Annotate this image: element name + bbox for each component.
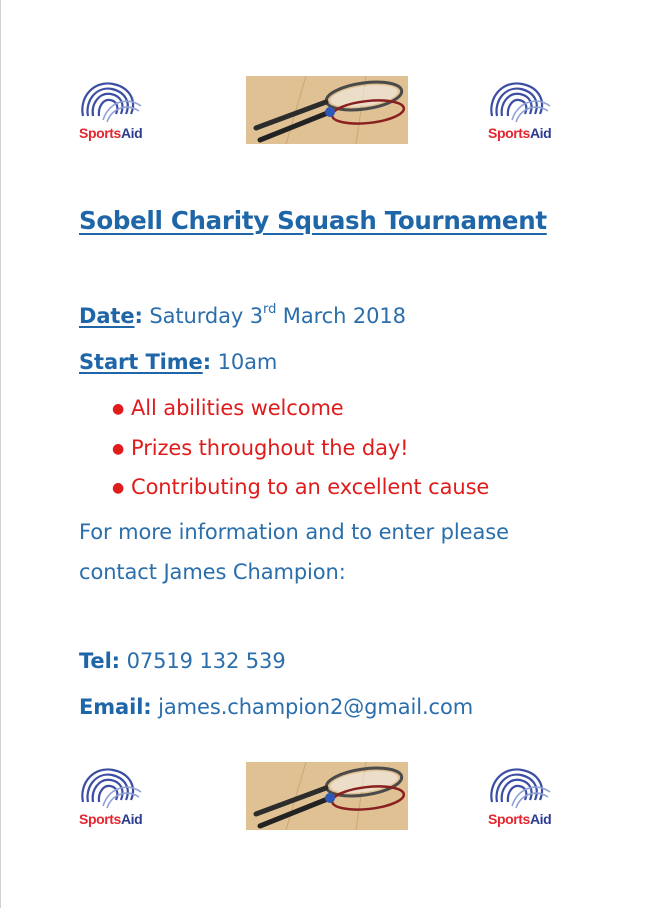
email-label: Email: — [79, 695, 152, 719]
sportsaid-swirl-icon — [488, 76, 558, 126]
sportsaid-swirl-icon — [488, 762, 558, 812]
sportsaid-wordmark: SportsAid — [79, 125, 143, 141]
date-label: Date — [79, 304, 135, 328]
tel-label: Tel: — [79, 649, 120, 673]
start-time-value: 10am — [217, 350, 278, 374]
event-title: Sobell Charity Squash Tournament — [79, 206, 547, 235]
email-value[interactable]: james.champion2@gmail.com — [158, 695, 474, 719]
info-text-line-1: For more information and to enter please — [79, 520, 509, 544]
sportsaid-logo — [79, 76, 163, 146]
sportsaid-logo — [488, 76, 572, 146]
sportsaid-wordmark: SportsAid — [79, 811, 143, 827]
bullet-icon: ● — [112, 401, 125, 417]
page-edge — [0, 0, 1, 908]
list-item: ● All abilities welcome — [112, 396, 344, 420]
date-value: Saturday 3rd March 2018 — [149, 302, 406, 328]
start-time-line: Start Time: 10am — [79, 350, 278, 374]
tel-line — [79, 649, 286, 673]
squash-rackets-image — [246, 76, 408, 144]
tel-value[interactable]: 07519 132 539 — [126, 649, 286, 673]
list-item: ● Contributing to an excellent cause — [112, 475, 490, 499]
squash-rackets-image — [246, 762, 408, 830]
sportsaid-logo — [79, 762, 163, 832]
sportsaid-logo — [488, 762, 572, 832]
date-line: Date: Saturday 3rd March 2018 — [79, 302, 406, 328]
list-item: ● Prizes throughout the day! — [112, 435, 409, 460]
sportsaid-swirl-icon — [79, 762, 149, 812]
bullet-icon: ● — [112, 480, 125, 496]
email-line — [79, 695, 473, 719]
bullet-icon: ● — [112, 440, 125, 457]
sportsaid-swirl-icon — [79, 76, 149, 126]
sportsaid-wordmark: SportsAid — [488, 811, 552, 827]
info-text-line-2: contact James Champion: — [79, 560, 346, 584]
highlights-list — [112, 396, 489, 515]
start-time-label: Start Time — [79, 350, 203, 374]
sportsaid-wordmark: SportsAid — [488, 125, 552, 141]
